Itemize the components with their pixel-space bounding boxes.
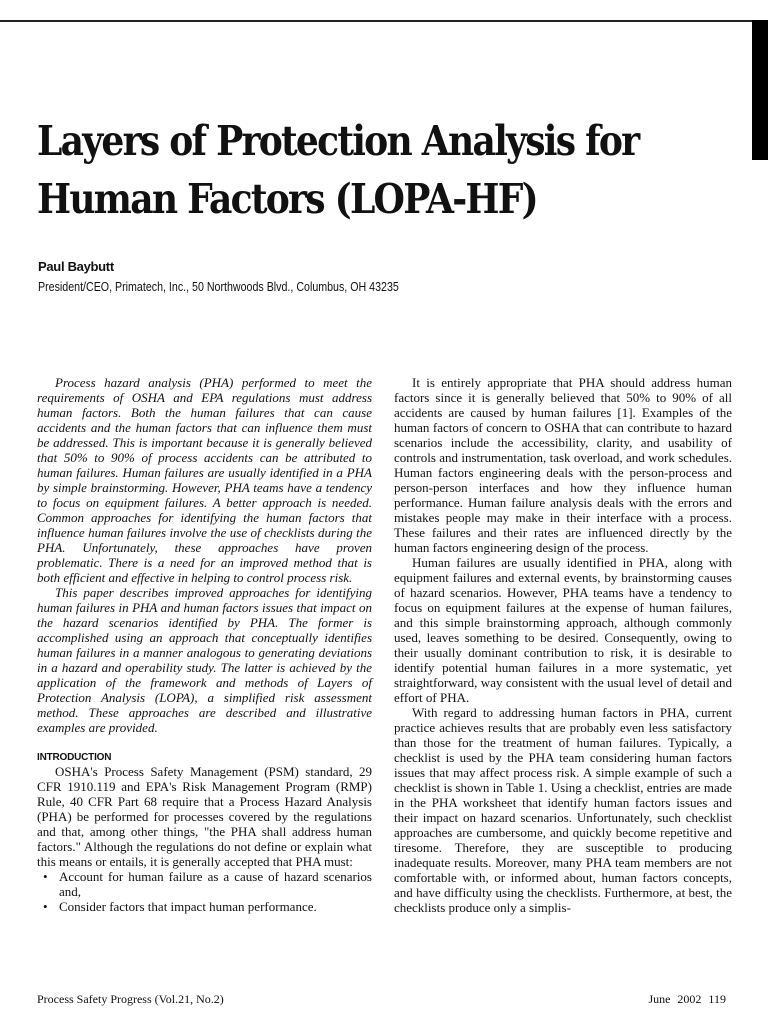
footer-journal: Process Safety Progress (Vol.21, No.2) xyxy=(37,992,224,1006)
title-line-1: Layers of Protection Analysis for xyxy=(37,117,639,165)
top-rule xyxy=(0,20,752,22)
left-column xyxy=(37,375,372,914)
section-heading-introduction: INTRODUCTION xyxy=(37,752,112,763)
bullet-item: • Consider factors that impact human performance. xyxy=(37,899,372,914)
edge-tab-marker xyxy=(752,20,768,160)
body-paragraph-1: It is entirely appropriate that PHA should address human factors since it is generally believed that 50% to 90% of all accidents are caused by human failures [1]. Examples of the human factors of concern to OSHA that can contribute to hazard scenarios include the accessibility, clarity, and usability of controls and instrumentation, task overload, and work schedules. Human factors engineering deals with the person-process and person-person interfaces and how they influence human performance. Human failure analysis deals with the errors and mistakes people may make in their interface with a process. These failures and their rates are influenced directly by the human factors engineering design of the process. xyxy=(394,375,732,555)
abstract-paragraph-2: This paper describes improved approaches for identifying human failures in PHA and human factors issues that impact on the hazard scenarios identified by PHA. The former is accomplished using an approach that conceptually identifies human failures in a manner analogous to generating deviations in a hazard and operability study. The latter is achieved by the application of the framework and methods of Layers of Protection Analysis (LOPA), a simplified risk assessment method. These approaches are described and illustrative examples are provided. xyxy=(37,585,372,735)
footer-date-page: June 2002 119 xyxy=(648,992,726,1006)
title-line-2: Human Factors (LOPA-HF) xyxy=(37,175,537,223)
abstract-paragraph-1: Process hazard analysis (PHA) performed to meet the requirements of OSHA and EPA regulations must address human factors. Both the human failures that can cause accidents and the human factors that can influence them must be addressed. This is important because it is generally believed that 50% to 90% of process accidents can be attributed to human failures. Human failures are usually identified in a PHA by simple brainstorming. However, PHA teams have a tendency to focus on equipment failures. A better approach is needed. Common approaches for identifying the human factors that influence human failures involve the use of checklists during the PHA. Unfortunately, these approaches have proven problematic. There is a need for an improved method that is both efficient and effective in helping to control process risk. xyxy=(37,375,372,585)
body-paragraph-3: With regard to addressing human factors in PHA, current practice achieves results that are probably even less satisfactory than those for the treatment of human failures. Typically, a checklist is used by the PHA team considering human factors issues that may affect process risk. A simple example of such a checklist is shown in Table 1. Using a checklist, entries are made in the PHA worksheet that identify human factors issues and their impact on hazard scenarios. Unfortunately, such checklist approaches are cumbersome, and quickly become repetitive and tiresome. Therefore, they are susceptible to producing inadequate results. Moreover, many PHA team members are not comfortable with, or informed about, human factors concepts, and have difficulty using the checklists. Furthermore, at best, the checklists produce only a simplis- xyxy=(394,705,732,915)
bullet-item: • Account for human failure as a cause of hazard scenarios and, xyxy=(37,869,372,899)
intro-paragraph: OSHA's Process Safety Management (PSM) standard, 29 CFR 1910.119 and EPA's Risk Management Program (RMP) Rule, 40 CFR Part 68 require that a Process Hazard Analysis (PHA) be performed for processes covered by the regulations and that, among other things, "the PHA shall address human factors." Although the regulations do not define or explain what this means or entails, it is generally accepted that PHA must: xyxy=(37,764,372,869)
intro-bullet-list xyxy=(37,869,372,914)
right-column xyxy=(394,375,732,915)
author-affiliation: President/CEO, Primatech, Inc., 50 Northwoods Blvd., Columbus, OH 43235 xyxy=(38,279,399,294)
author-name: Paul Baybutt xyxy=(38,259,114,274)
body-paragraph-2: Human failures are usually identified in PHA, along with equipment failures and external events, by brainstorming causes of hazard scenarios. However, PHA teams have a tendency to focus on equipment failures at the expense of human failures, and this simple brainstorming approach, although commonly used, leaves something to be desired. Consequently, owing to their usually dominant contribution to risk, it is desirable to identify potential human failures in a more systematic, yet straightforward, way consistent with the usual level of detail and effort of PHA. xyxy=(394,555,732,705)
article-title xyxy=(37,112,639,228)
